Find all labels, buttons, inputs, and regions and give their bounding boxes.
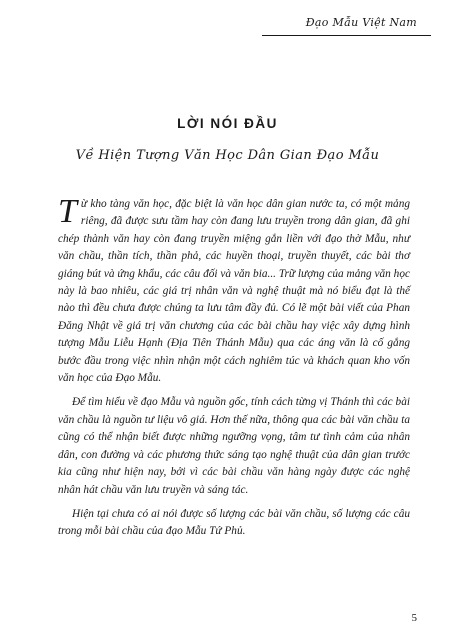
- running-header: Đạo Mẫu Việt Nam: [305, 16, 417, 29]
- page-subtitle: Về Hiện Tượng Văn Học Dân Gian Đạo Mẫu: [75, 148, 380, 163]
- paragraph-1-text: ừ kho tàng văn học, đặc biệt là văn học dân gian nước ta, có một mảng riêng, đã được sưu tầm hay còn đang lưu truyền trong dân gian, đã ghi chép thành văn hay còn đang truyền miệng gắn liền với đạo thờ Mẫu, như văn chầu, thần tích, thần phả, các huyền thoại, truyền thuyết, các bài thơ giáng bút và ứng khẩu, các câu đối và văn bia... Trữ lượng của mảng văn học này là bao nhiêu, các giá trị nhân văn và nghệ thuật mà nó biểu đạt là thế nào thì đều chưa được chúng ta lưu tâm đầy đủ. Có lẽ một bài viết của Phan Đăng Nhật về giá trị văn chương của các bài chầu hay việc xây dựng hình tượng Mẫu Liễu Hạnh (Địa Tiên Thánh Mẫu) qua các áng văn là cố gắng bước đầu trong việc nhìn nhận một cách nghiêm túc và khách quan kho vốn văn học của Đạo Mẫu.: [58, 198, 410, 385]
- paragraph-2: Để tìm hiểu về đạo Mẫu và nguồn gốc, tính cách từng vị Thánh thì các bài văn chầu là nguồn tư liệu vô giá. Hơn thế nữa, thông qua các bài văn chầu ta cũng có thể nhận biết được những ngưỡng vọng, tâm tư tình cảm của nhân dân, con đường và các phương thức sáng tạo nghệ thuật của dân gian trước kia cũng như hiện nay, bởi vì các bài chầu văn hàng ngày được các nghệ nhân hát chầu văn lưu truyền và sáng tác.: [58, 396, 410, 496]
- drop-cap: T: [58, 193, 77, 230]
- page-number: 5: [411, 612, 417, 624]
- body-text: [58, 193, 410, 548]
- header-rule: [262, 35, 431, 36]
- paragraph-1: [58, 193, 410, 387]
- page-title: LỜI NÓI ĐẦU: [177, 116, 278, 131]
- paragraph-3: Hiện tại chưa có ai nói được số lượng các bài văn chầu, số lượng các câu trong mỗi bài chầu của đạo Mẫu Tứ Phủ.: [58, 507, 410, 538]
